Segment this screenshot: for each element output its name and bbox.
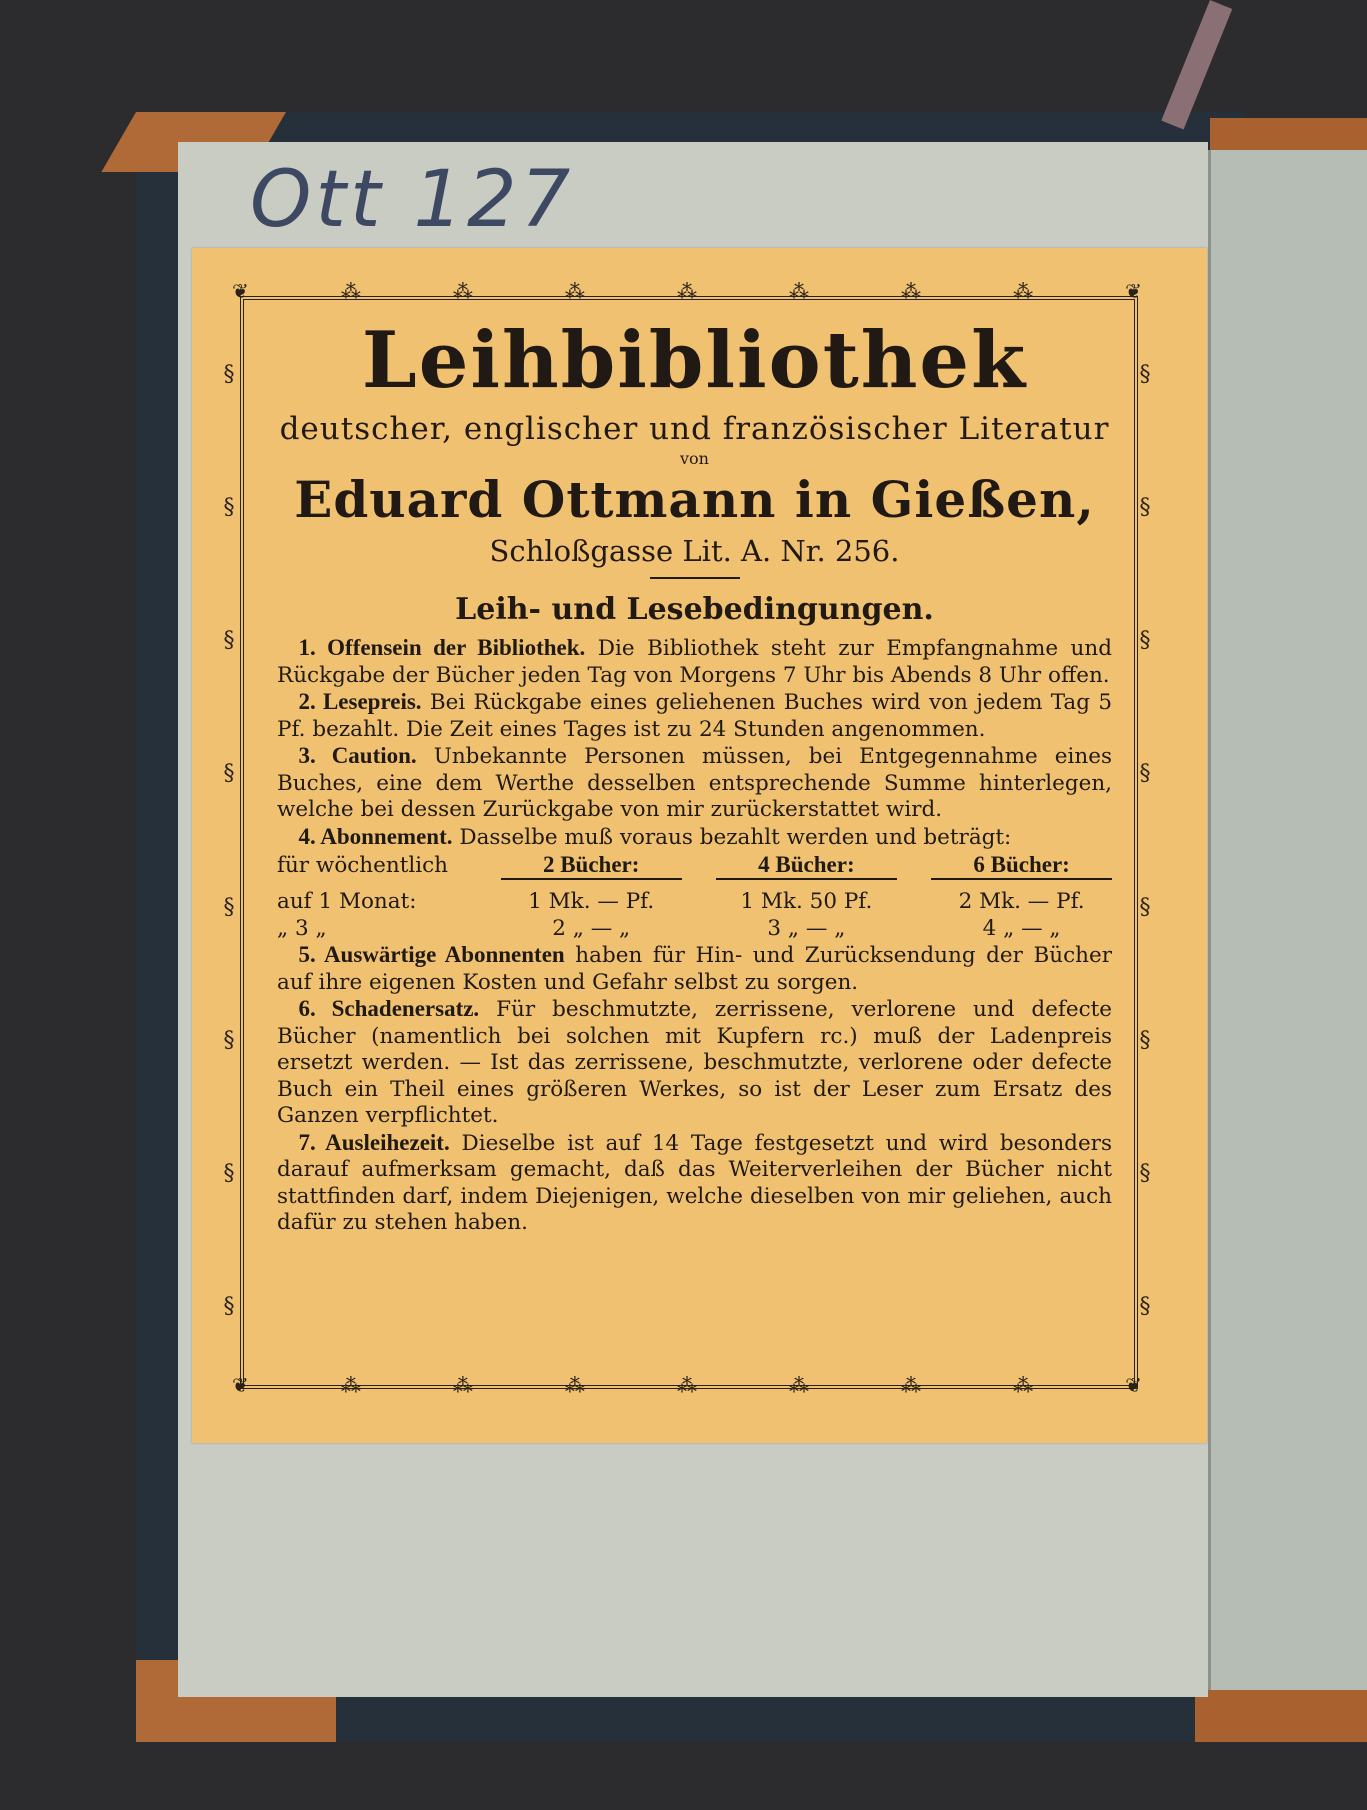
abo-cell: 1 Mk. — Pf.: [528, 889, 655, 914]
library-label-slip: [192, 248, 1207, 1443]
rule-5: 5. Auswärtige Abonnenten haben für Hin- und Zurücksendung der Bücher auf ihre eigenen Kosten und Gefahr selbst zu sorgen.: [277, 942, 1112, 995]
slip-von: von: [680, 449, 709, 468]
abo-header-6: 6 Bücher:: [931, 851, 1112, 879]
abo-cell: 2 „ — „: [552, 916, 631, 941]
abo-cell: 2 Mk. — Pf.: [958, 889, 1085, 914]
abo-cell: 1 Mk. 50 Pf.: [740, 889, 873, 914]
abo-row-label: „ 3 „: [277, 916, 327, 941]
ornament-top: ❦ ⁂ ⁂ ⁂ ⁂ ⁂ ⁂ ⁂ ❦: [232, 279, 1142, 303]
bookmark-ribbon: [1161, 0, 1232, 130]
slip-subtitle: deutscher, englischer und französischer Literatur: [279, 411, 1110, 447]
rule-7: 7. Ausleihezeit. Dieselbe ist auf 14 Tage festgesetzt und wird besonders darauf aufmerksam gemacht, daß das Weiterverleihen der Bücher nicht stattfinden darf, indem Diejenigen, welche dieselben von mir geliehen, auch dafür zu stehen haben.: [277, 1129, 1112, 1235]
abo-row-label: auf 1 Monat:: [277, 889, 417, 914]
slip-title: Leihbibliothek: [361, 315, 1028, 406]
abo-cell: 3 „ — „: [767, 916, 846, 941]
divider: [650, 577, 740, 579]
slip-content: [277, 313, 1112, 1373]
rule-2: 2. Lesepreis. Bei Rückgabe eines geliehenen Buches wird von jedem Tag 5 Pf. bezahlt. Die Zeit eines Tages ist zu 24 Stunden angenommen.: [277, 689, 1112, 742]
rule-6: 6. Schadenersatz. Für beschmutzte, zerrissene, verlorene und defecte Bücher (namentlich bei solchen mit Kupfern rc.) muß der Ladenpreis ersetzt werden. — Ist das zerrissene, beschmutzte, verlorene oder defecte Buch ein Theil eines größeren Werkes, so ist der Leser zum Ersatz des Ganzen verpflichtet.: [277, 996, 1112, 1128]
abo-cell: 4 „ — „: [982, 916, 1061, 941]
slip-owner: Eduard Ottmann in Gießen,: [294, 470, 1095, 529]
abo-header-4: 4 Bücher:: [716, 851, 897, 879]
abo-row-head: für wöchentlich: [277, 853, 449, 878]
rule-1: 1. Offensein der Bibliothek. Die Bibliothek steht zur Empfangnahme und Rückgabe der Bücher jeden Tag von Morgens 7 Uhr bis Abends 8 Uhr offen.: [277, 635, 1112, 688]
ornament-right: § § § § § § § §: [1139, 362, 1151, 1319]
rule-4: 4. Abonnement. Dasselbe muß voraus bezahlt werden und beträgt:: [298, 823, 1012, 850]
conditions-heading: Leih- und Lesebedingungen.: [455, 592, 934, 627]
facing-page: [1208, 150, 1367, 1690]
handwritten-shelfmark: Ott 127: [250, 155, 575, 245]
abonnement-table: [277, 851, 1112, 942]
ornament-bottom: ❦ ⁂ ⁂ ⁂ ⁂ ⁂ ⁂ ⁂ ❦: [232, 1373, 1142, 1397]
slip-address: Schloßgasse Lit. A. Nr. 256.: [489, 534, 900, 568]
rule-3: 3. Caution. Unbekannte Personen müssen, bei Entgegennahme eines Buches, eine dem Werthe desselben entsprechende Summe hinterlegen, welche bei dessen Zurückgabe von mir zurückerstattet wird.: [277, 743, 1112, 822]
abo-header-2: 2 Bücher:: [501, 851, 682, 879]
ornament-left: § § § § § § § §: [223, 362, 235, 1319]
